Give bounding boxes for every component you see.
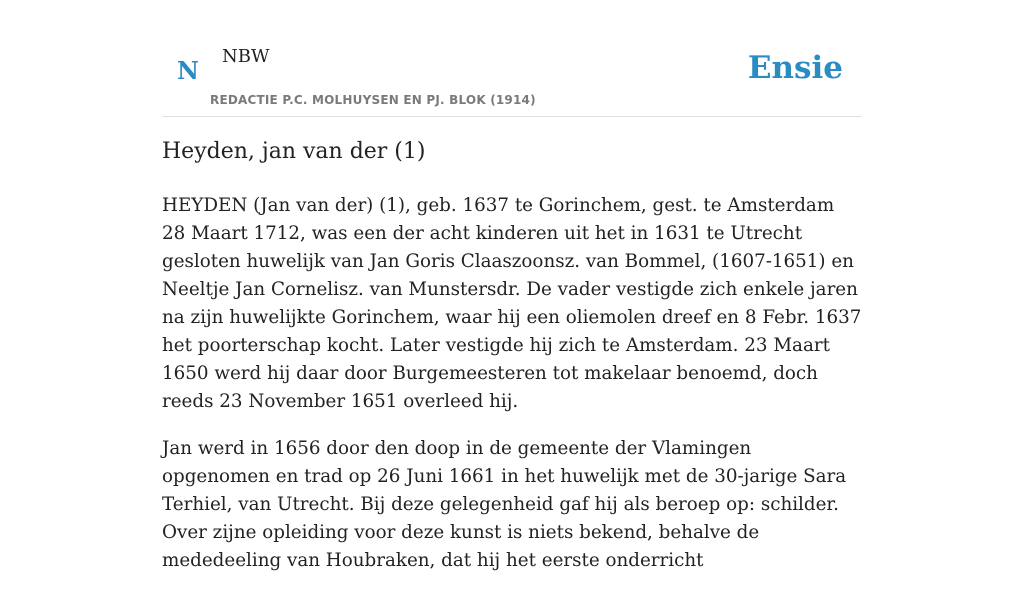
source-logo[interactable]: N — [177, 56, 199, 85]
article-paragraph: HEYDEN (Jan van der) (1), geb. 1637 te Gorinchem, gest. te Amsterdam 28 Maart 1712, was een der acht kinderen uit het in 1631 te Utrecht gesloten huwelijk van Jan Goris Claaszoonsz. van Bommel, (1607-1651) en Neeltje Jan Cornelisz. van Munstersdr. De vader vestigde zich enkele jaren na zijn huwelijkte Gorinchem, waar hij een oliemolen dreef en 8 Febr. 1637 het poorterschap kocht. Later vestigde hij zich te Amsterdam. 23 Maart 1650 werd hij daar door Burgemeesteren tot makelaar benoemd, doch reeds 23 November 1651 overleed hij. — [162, 195, 862, 412]
article-body — [162, 192, 862, 594]
article-title: Heyden, jan van der (1) — [162, 139, 426, 164]
ensie-logo[interactable]: Ensie — [747, 50, 843, 86]
article-paragraph: Jan werd in 1656 door den doop in de gemeente der Vlamingen opgenomen en trad op 26 Juni 1661 in het huwelijk met de 30-jarige Sara Terhiel, van Utrecht. Bij deze gelegenheid gaf hij als beroep op: schilder. Over zijne opleiding voor deze kunst is niets bekend, behalve de mededeeling van Houbraken, dat hij het eerste onderricht — [162, 438, 847, 571]
source-subtitle: REDACTIE P.C. MOLHUYSEN EN PJ. BLOK (1914) — [210, 93, 536, 107]
source-header — [162, 0, 862, 117]
source-name[interactable]: NBW — [222, 46, 270, 67]
